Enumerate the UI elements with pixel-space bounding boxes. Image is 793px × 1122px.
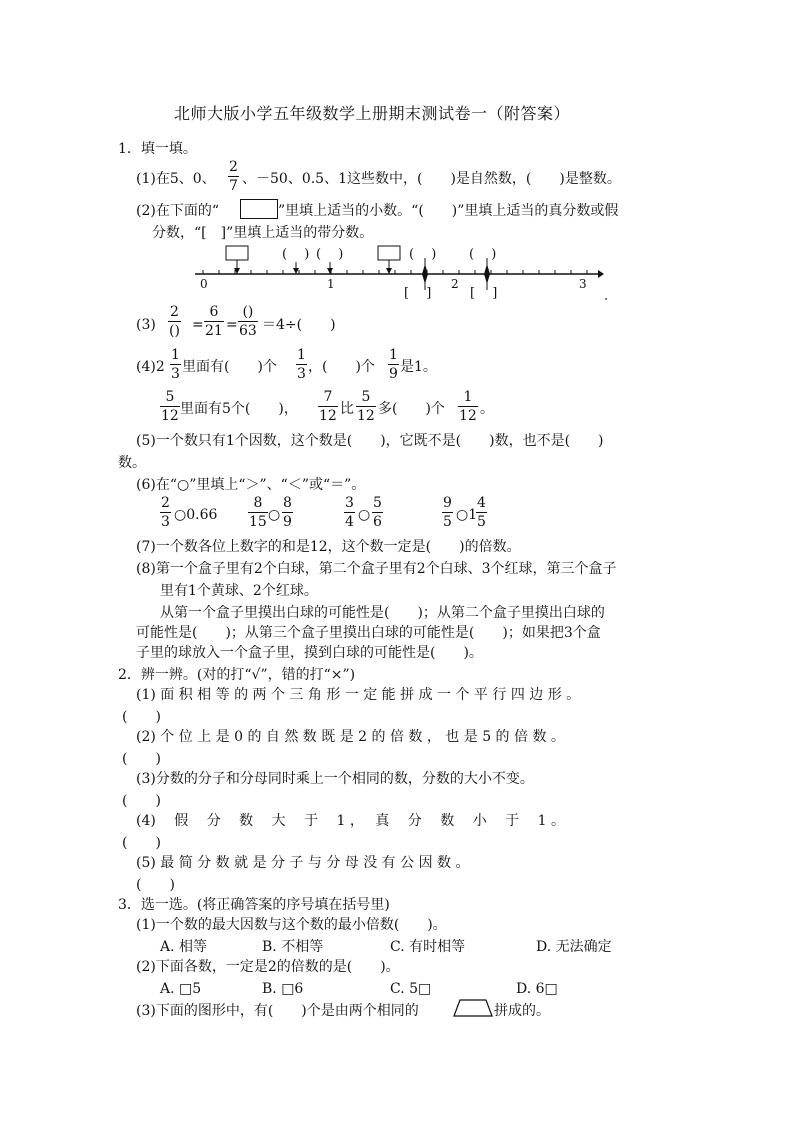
mixed-fraction-part: 1 3 <box>171 347 180 382</box>
q1-1-text-a: (1)在5、0、 <box>136 171 216 187</box>
judge-4-text: (4) 假 分 数 大 于 1 ， 真 分 数 小 于 1 。 <box>136 813 565 829</box>
judge-5-answer: ( ) <box>136 877 175 893</box>
q1-4-b1: 里面有5个( )， <box>180 401 298 417</box>
section-2-heading: 2．辨一辨。(对的打“√”，错的打“×”) <box>118 667 356 683</box>
fraction-7-12: 7 12 <box>319 389 337 424</box>
paren-label-1: ( ) <box>282 247 310 262</box>
fraction-1-12: 1 12 <box>459 389 477 424</box>
choice-2-question: (2)下面各数，一定是2的倍数的是( )。 <box>136 959 400 975</box>
q1-4-b4: 。 <box>480 401 494 417</box>
tick-label-2: 2 <box>451 277 459 291</box>
compare-3-right: 5 6 <box>373 495 382 530</box>
q1-3-label: (3) <box>136 317 156 333</box>
q1-8-line4: 可能性是( )；从第三个盒子里摸出白球的可能性是( )；如果把3个盒 <box>136 625 601 641</box>
fraction-5-12-b: 5 12 <box>357 389 375 424</box>
q1-4-b3: 多( )个 <box>378 401 445 417</box>
judge-1-answer: ( ) <box>122 709 161 725</box>
equals-sign-2: = <box>226 317 238 333</box>
q1-2-line1b: ”里填上适当的小数。“( )”里填上适当的真分数或假 <box>278 203 619 219</box>
section-1-heading: 1．填一填。 <box>118 141 197 157</box>
q1-3-tail: ＝4÷( ) <box>262 317 336 333</box>
q1-2-line1a: (2)在下面的“ <box>136 203 219 219</box>
decimal-box-sample <box>240 199 278 219</box>
compare-2-right: 8 9 <box>283 495 292 530</box>
q1-8-line5: 子里的球放入一个盒子里，摸到白球的可能性是( )。 <box>136 645 483 661</box>
judge-3-text: (3)分数的分子和分母同时乘上一个相同的数，分数的大小不变。 <box>136 771 534 787</box>
fraction-2-blank: 2 () <box>169 304 180 339</box>
judge-1-text: (1) 面 积 相 等 的 两 个 三 角 形 一 定 能 拼 成 一 个 平 行 四 边 形 。 <box>136 687 581 703</box>
q1-7-text: (7)一个数各位上数字的和是12，这个数一定是( )的倍数。 <box>136 539 521 555</box>
page-title: 北师大版小学五年级数学上册期末测试卷一（附答案） <box>174 104 571 123</box>
choice-3-question-b: 拼成的。 <box>494 1003 550 1019</box>
number-line <box>190 244 610 304</box>
judge-3-answer: ( ) <box>122 793 161 809</box>
q1-4-a2: 里面有( )个 <box>182 359 277 375</box>
choice-1-option-b: B. 不相等 <box>262 939 324 955</box>
paren-label-3: ( ) <box>409 247 437 262</box>
judge-4-answer: ( ) <box>122 835 161 851</box>
paren-label-4: ( ) <box>469 247 497 262</box>
paren-label-2: ( ) <box>316 247 344 262</box>
compare-4-circle: ○1 <box>456 507 478 523</box>
q1-8-line1: (8)第一个盒子里有2个白球，第二个盒子里有2个白球、3个红球，第三个盒子 <box>136 561 617 577</box>
compare-1-rest: ○0.66 <box>174 507 218 523</box>
compare-4-right: 4 5 <box>477 495 486 530</box>
q1-2-line2: 分数，“[ ]”里填上适当的带分数。 <box>152 225 374 241</box>
judge-2-text: (2) 个 位 上 是 0 的 自 然 数 既 是 2 的 倍 数 ， 也 是 5 的 倍 数 。 <box>136 729 565 745</box>
bracket-label-1: [ ] <box>404 286 432 301</box>
compare-3-left: 3 4 <box>345 495 354 530</box>
tick-label-0: 0 <box>200 277 208 291</box>
fraction-blank-63: () 63 <box>239 304 257 339</box>
fraction-2-7: 2 7 <box>229 159 238 194</box>
tick-label-3: 3 <box>579 277 587 291</box>
choice-1-question: (1)一个数的最大因数与这个数的最小倍数( )。 <box>136 917 447 933</box>
choice-2-option-d: D. 6□ <box>516 981 558 997</box>
judge-2-answer: ( ) <box>122 751 161 767</box>
compare-4-left: 9 5 <box>443 495 452 530</box>
compare-3-circle: ○ <box>358 507 371 523</box>
choice-2-option-c: C. 5□ <box>390 981 432 997</box>
equals-sign-1: = <box>192 317 204 333</box>
section-3-heading: 3．选一选。(将正确答案的序号填在括号里) <box>118 897 390 913</box>
judge-5-text: (5) 最 简 分 数 就 是 分 子 与 分 母 没 有 公 因 数 。 <box>136 855 470 871</box>
trapezoid-icon <box>452 998 494 1018</box>
fraction-6-21: 6 21 <box>205 304 223 339</box>
choice-2-option-a: A. □5 <box>160 981 202 997</box>
q1-4-a1: (4)2 <box>136 359 165 375</box>
fraction-5-12: 5 12 <box>161 389 179 424</box>
q1-5-line2: 数。 <box>118 455 146 471</box>
choice-1-option-d: D. 无法确定 <box>536 939 612 955</box>
q1-4-a3: ，( )个 <box>308 359 375 375</box>
q1-8-line3: 从第一个盒子里摸出白球的可能性是( )；从第二个盒子里摸出白球的 <box>160 605 605 621</box>
bracket-label-2: [ ] <box>470 286 498 301</box>
choice-3-question-a: (3)下面的图形中，有( )个是由两个相同的 <box>136 1003 419 1019</box>
q1-4-a4: 是1。 <box>400 359 437 375</box>
q1-6-intro: (6)在“○”里填上“＞”、“＜”或“＝”。 <box>136 477 366 493</box>
fraction-1-9: 1 9 <box>389 347 398 382</box>
fraction-1-3: 1 3 <box>297 347 306 382</box>
compare-2-circle: ○ <box>268 507 281 523</box>
q1-4-b2: 比 <box>340 401 354 417</box>
choice-1-option-c: C. 有时相等 <box>390 939 466 955</box>
compare-1-fraction: 2 3 <box>161 495 170 530</box>
tick-label-1: 1 <box>327 277 335 291</box>
q1-5-line1: (5)一个数只有1个因数，这个数是( )，它既不是( )数，也不是( ) <box>136 433 604 449</box>
choice-1-option-a: A. 相等 <box>160 939 208 955</box>
choice-2-option-b: B. □6 <box>262 981 304 997</box>
q1-8-line2: 里有1个黄球、2个红球。 <box>160 583 318 599</box>
q1-1-text-b: 、－50、0.5、1这些数中，( )是自然数，( )是整数。 <box>242 171 621 187</box>
compare-2-left: 8 15 <box>249 495 267 530</box>
